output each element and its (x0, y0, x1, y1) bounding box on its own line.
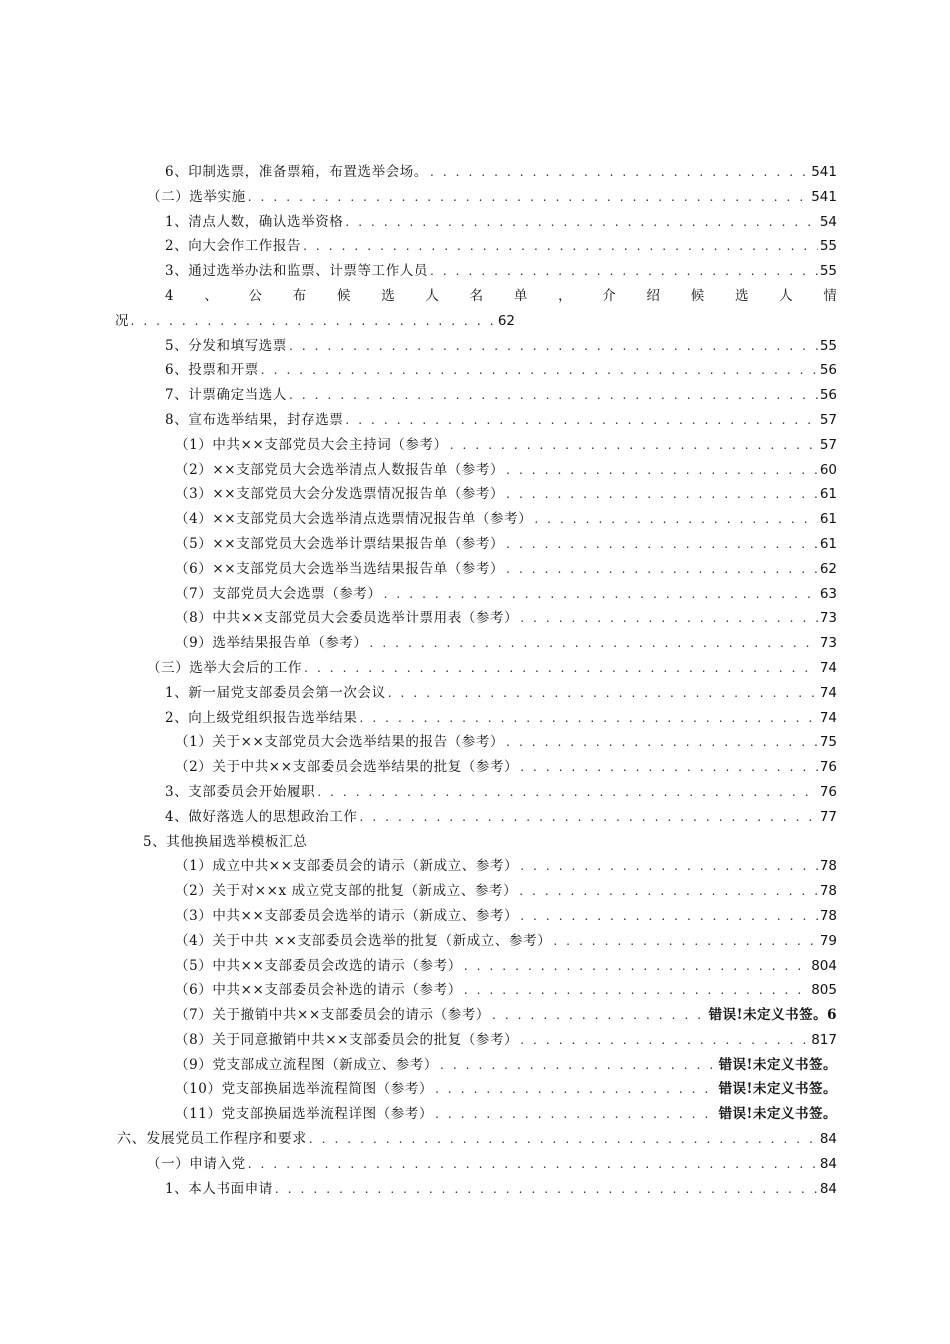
toc-entry-char: 人 (425, 287, 439, 304)
toc-entry-page-number: 63 (819, 585, 837, 602)
toc-entry-title: （2）××支部党员大会选举清点人数报告单（参考） (175, 461, 505, 478)
toc-entry-char: 布 (292, 287, 307, 304)
toc-dot-leader (309, 1127, 818, 1152)
toc-entry-char: 4 (165, 287, 174, 304)
toc-entry-page-number: 804 (811, 957, 837, 974)
table-of-contents (117, 160, 837, 1201)
toc-entry-char: 候 (690, 287, 705, 304)
toc-entry[interactable] (117, 1177, 837, 1202)
toc-entry[interactable] (117, 954, 837, 979)
toc-entry-title: （一）申请入党 (147, 1155, 246, 1172)
toc-entry-page-number: 78 (819, 858, 837, 875)
toc-entry[interactable] (117, 1152, 837, 1177)
toc-entry-justified-line[interactable] (117, 284, 837, 309)
toc-entry-title: 1、本人书面申请 (165, 1180, 273, 1197)
toc-entry[interactable] (117, 1077, 837, 1102)
toc-entry-title: （2）关于中共××支部委员会选举结果的批复（参考） (175, 759, 519, 776)
toc-entry-title: 7、计票确定当选人 (165, 387, 287, 404)
toc-entry-char: ， (558, 287, 572, 304)
toc-entry[interactable] (117, 582, 837, 607)
toc-entry[interactable] (117, 978, 837, 1003)
toc-dot-leader (553, 929, 818, 954)
toc-entry-title: （4）关于中共 ××支部委员会选举的批复（新成立、参考） (175, 932, 552, 949)
toc-entry-title: （2）关于对××x 成立党支部的批复（新成立、参考） (175, 883, 518, 900)
toc-dot-leader (520, 854, 818, 879)
toc-entry-page-number: 74 (819, 709, 837, 726)
toc-entry-title: 1、清点人数，确认选举资格 (165, 213, 344, 230)
toc-entry-title: 6、印制选票，准备票箱，布置选举会场。 (165, 164, 428, 180)
toc-entry[interactable] (117, 904, 837, 929)
toc-dot-leader (506, 730, 818, 755)
toc-entry[interactable] (117, 929, 837, 954)
toc-entry-title: 2、向上级党组织报告选举结果 (165, 709, 358, 726)
toc-dot-leader (289, 334, 818, 359)
toc-dot-leader (131, 309, 496, 334)
toc-entry[interactable] (117, 458, 837, 483)
toc-dot-leader (430, 160, 809, 185)
toc-entry-page-number: 78 (819, 883, 837, 900)
toc-entry[interactable] (117, 854, 837, 879)
toc-entry[interactable] (117, 334, 837, 359)
toc-entry-page-number: 76 (819, 783, 837, 800)
toc-entry[interactable] (117, 1028, 837, 1053)
toc-entry-title: 8、宣布选举结果，封存选票 (165, 411, 344, 428)
toc-entry[interactable] (117, 358, 837, 383)
toc-entry-title: （6）中共××支部委员会补选的请示（参考） (175, 982, 462, 999)
toc-entry-page-number: 61 (819, 511, 837, 528)
toc-dot-leader (304, 656, 818, 681)
toc-entry[interactable] (117, 532, 837, 557)
toc-entry-title: 6、投票和开票 (165, 362, 259, 379)
toc-entry[interactable] (117, 210, 837, 235)
toc-entry[interactable] (117, 706, 837, 731)
toc-entry-continuation[interactable] (115, 309, 515, 334)
toc-entry-title: （1）关于××支部党员大会选举结果的报告（参考） (175, 734, 505, 751)
toc-entry[interactable] (117, 681, 837, 706)
toc-entry[interactable] (117, 631, 837, 656)
toc-entry-title: 况 (115, 312, 129, 329)
toc-dot-leader (435, 1077, 716, 1102)
toc-dot-leader (506, 532, 818, 557)
toc-dot-leader (534, 507, 818, 532)
toc-entry-char: 单 (513, 287, 528, 304)
toc-entry-page-number: 79 (819, 932, 837, 949)
toc-dot-leader (520, 904, 818, 929)
toc-entry-page-number: 错误!未定义书签。6 (708, 1007, 837, 1024)
toc-entry-title: 3、通过选举办法和监票、计票等工作人员 (165, 263, 428, 280)
toc-entry[interactable] (117, 1003, 837, 1028)
toc-entry-char: 公 (248, 287, 263, 304)
toc-dot-leader (450, 433, 818, 458)
toc-entry[interactable] (117, 755, 837, 780)
toc-dot-leader (303, 234, 818, 259)
toc-entry-page-number: 75 (819, 734, 837, 751)
toc-entry-title: 六、发展党员工作程序和要求 (117, 1131, 307, 1148)
toc-entry-title: 3、支部委员会开始履职 (165, 783, 316, 800)
toc-entry-page-number: 541 (811, 188, 837, 205)
toc-entry[interactable] (117, 557, 837, 582)
toc-dot-leader (519, 879, 818, 904)
toc-entry-char: 名 (469, 287, 484, 304)
toc-dot-leader (520, 1028, 809, 1053)
toc-entry[interactable] (117, 383, 837, 408)
toc-entry-title: （8）中共××支部党员大会委员选举计票用表（参考） (175, 610, 519, 627)
toc-entry-char: 情 (823, 287, 837, 304)
toc-entry[interactable] (117, 656, 837, 681)
toc-entry-page-number: 74 (819, 684, 837, 701)
toc-dot-leader (248, 1152, 818, 1177)
toc-entry[interactable] (117, 780, 837, 805)
toc-entry-page-number: 54 (819, 213, 837, 230)
toc-entry[interactable] (117, 433, 837, 458)
toc-entry-page-number: 错误!未定义书签。 (718, 1056, 837, 1073)
toc-entry-page-number: 62 (497, 312, 515, 329)
toc-entry-page-number: 57 (819, 436, 837, 453)
toc-entry-page-number: 84 (819, 1180, 837, 1197)
toc-dot-leader (430, 259, 818, 284)
toc-dot-leader (289, 383, 818, 408)
toc-dot-leader (261, 358, 818, 383)
toc-dot-leader (384, 582, 818, 607)
toc-entry-title: （9）党支部成立流程图（新成立、参考） (175, 1056, 438, 1073)
toc-dot-leader (506, 557, 818, 582)
toc-entry-title: （3）××支部党员大会分发选票情况报告单（参考） (175, 486, 505, 503)
toc-entry-page-number: 817 (811, 1031, 837, 1048)
toc-dot-leader (370, 631, 818, 656)
toc-entry-page-number: 56 (819, 387, 837, 404)
toc-entry-char: 人 (779, 287, 793, 304)
toc-dot-leader (345, 408, 817, 433)
toc-entry-page-number: 78 (819, 907, 837, 924)
toc-entry-page-number: 73 (819, 635, 837, 652)
toc-entry-title: （1）成立中共××支部委员会的请示（新成立、参考） (175, 858, 519, 875)
toc-entry-title: 5、其他换届选举模板汇总 (143, 833, 308, 850)
toc-dot-leader (520, 755, 818, 780)
toc-dot-leader (435, 1102, 716, 1127)
toc-entry[interactable] (117, 160, 837, 185)
toc-entry[interactable] (117, 606, 837, 631)
toc-entry-char: 、 (204, 287, 218, 304)
toc-dot-leader (506, 482, 818, 507)
toc-entry-title: 2、向大会作工作报告 (165, 238, 302, 255)
toc-entry-title: （10）党支部换届选举流程简图（参考） (175, 1081, 434, 1098)
toc-dot-leader (317, 780, 818, 805)
toc-entry-title: 1、新一届党支部委员会第一次会议 (165, 684, 386, 701)
toc-entry-char: 介 (602, 287, 616, 304)
toc-dot-leader (464, 978, 809, 1003)
toc-entry-page-number: 61 (819, 486, 837, 503)
toc-entry[interactable] (117, 185, 837, 210)
toc-dot-leader (520, 606, 818, 631)
toc-entry[interactable] (117, 234, 837, 259)
toc-entry-page-number: 60 (819, 461, 837, 478)
toc-entry-page-number: 77 (819, 808, 837, 825)
toc-entry-title: 4、做好落选人的思想政治工作 (165, 808, 358, 825)
toc-entry-page-number: 55 (819, 263, 837, 280)
toc-entry-page-number: 55 (819, 238, 837, 255)
toc-dot-leader (440, 1053, 717, 1078)
toc-dot-leader (275, 1177, 818, 1202)
toc-entry-title: （9）选举结果报告单（参考） (175, 635, 368, 652)
toc-entry-title: （5）中共××支部委员会改选的请示（参考） (175, 957, 462, 974)
toc-entry[interactable] (117, 408, 837, 433)
toc-dot-leader (464, 954, 809, 979)
toc-entry-title: （8）关于同意撤销中共××支部委员会的批复（参考） (175, 1031, 519, 1048)
toc-entry-page-number: 76 (819, 759, 837, 776)
toc-entry-page-number: 57 (819, 411, 837, 428)
toc-entry-page-number: 62 (819, 560, 837, 577)
toc-dot-leader (492, 1003, 707, 1028)
toc-entry-title: （7）支部党员大会选票（参考） (175, 585, 382, 602)
toc-dot-leader (248, 185, 810, 210)
toc-entry[interactable] (117, 507, 837, 532)
toc-entry-title: （三）选举大会后的工作 (147, 659, 303, 676)
toc-dot-leader (360, 805, 818, 830)
toc-entry-page-number: 错误!未定义书签。 (718, 1106, 837, 1123)
toc-entry-title: （7）关于撤销中共××支部委员会的请示（参考） (175, 1007, 491, 1024)
toc-entry-page-number: 74 (819, 659, 837, 676)
toc-entry-page-number: 805 (811, 982, 837, 999)
toc-entry-title: （11）党支部换届选举流程详图（参考） (175, 1106, 434, 1123)
toc-entry-char: 候 (336, 287, 351, 304)
toc-entry-page-number: 错误!未定义书签。 (718, 1081, 837, 1098)
toc-entry[interactable] (117, 1102, 837, 1127)
toc-entry-title: （4）××支部党员大会选举清点选票情况报告单（参考） (175, 511, 533, 528)
toc-entry-title: （3）中共××支部委员会选举的请示（新成立、参考） (175, 907, 519, 924)
toc-entry-title: （二）选举实施 (147, 188, 246, 205)
toc-entry-title: （5）××支部党员大会选举计票结果报告单（参考） (175, 535, 505, 552)
toc-entry-page-number: 55 (819, 337, 837, 354)
toc-entry[interactable] (117, 879, 837, 904)
toc-entry-char: 选 (381, 287, 395, 304)
toc-dot-leader (506, 458, 818, 483)
toc-dot-leader (388, 681, 818, 706)
toc-entry[interactable] (117, 730, 837, 755)
toc-entry-page-number: 73 (819, 610, 837, 627)
toc-dot-leader (360, 706, 818, 731)
toc-entry[interactable] (117, 830, 837, 855)
toc-entry-page-number: 56 (819, 362, 837, 379)
toc-entry-title: 5、分发和填写选票 (165, 337, 287, 354)
toc-entry-page-number: 84 (819, 1131, 837, 1148)
toc-dot-leader (345, 210, 817, 235)
toc-entry[interactable] (117, 482, 837, 507)
toc-entry[interactable] (117, 1053, 837, 1078)
toc-entry-page-number: 84 (819, 1155, 837, 1172)
toc-entry-char: 绍 (646, 287, 660, 304)
toc-entry[interactable] (117, 1127, 837, 1152)
toc-entry[interactable] (117, 259, 837, 284)
toc-entry-title: （6）××支部党员大会选举当选结果报告单（参考） (175, 560, 505, 577)
toc-entry-char: 选 (734, 287, 749, 304)
toc-entry[interactable] (117, 805, 837, 830)
toc-entry-title: （1）中共××支部党员大会主持词（参考） (175, 436, 448, 453)
toc-entry-page-number: 541 (811, 164, 837, 180)
toc-entry-page-number: 61 (819, 535, 837, 552)
